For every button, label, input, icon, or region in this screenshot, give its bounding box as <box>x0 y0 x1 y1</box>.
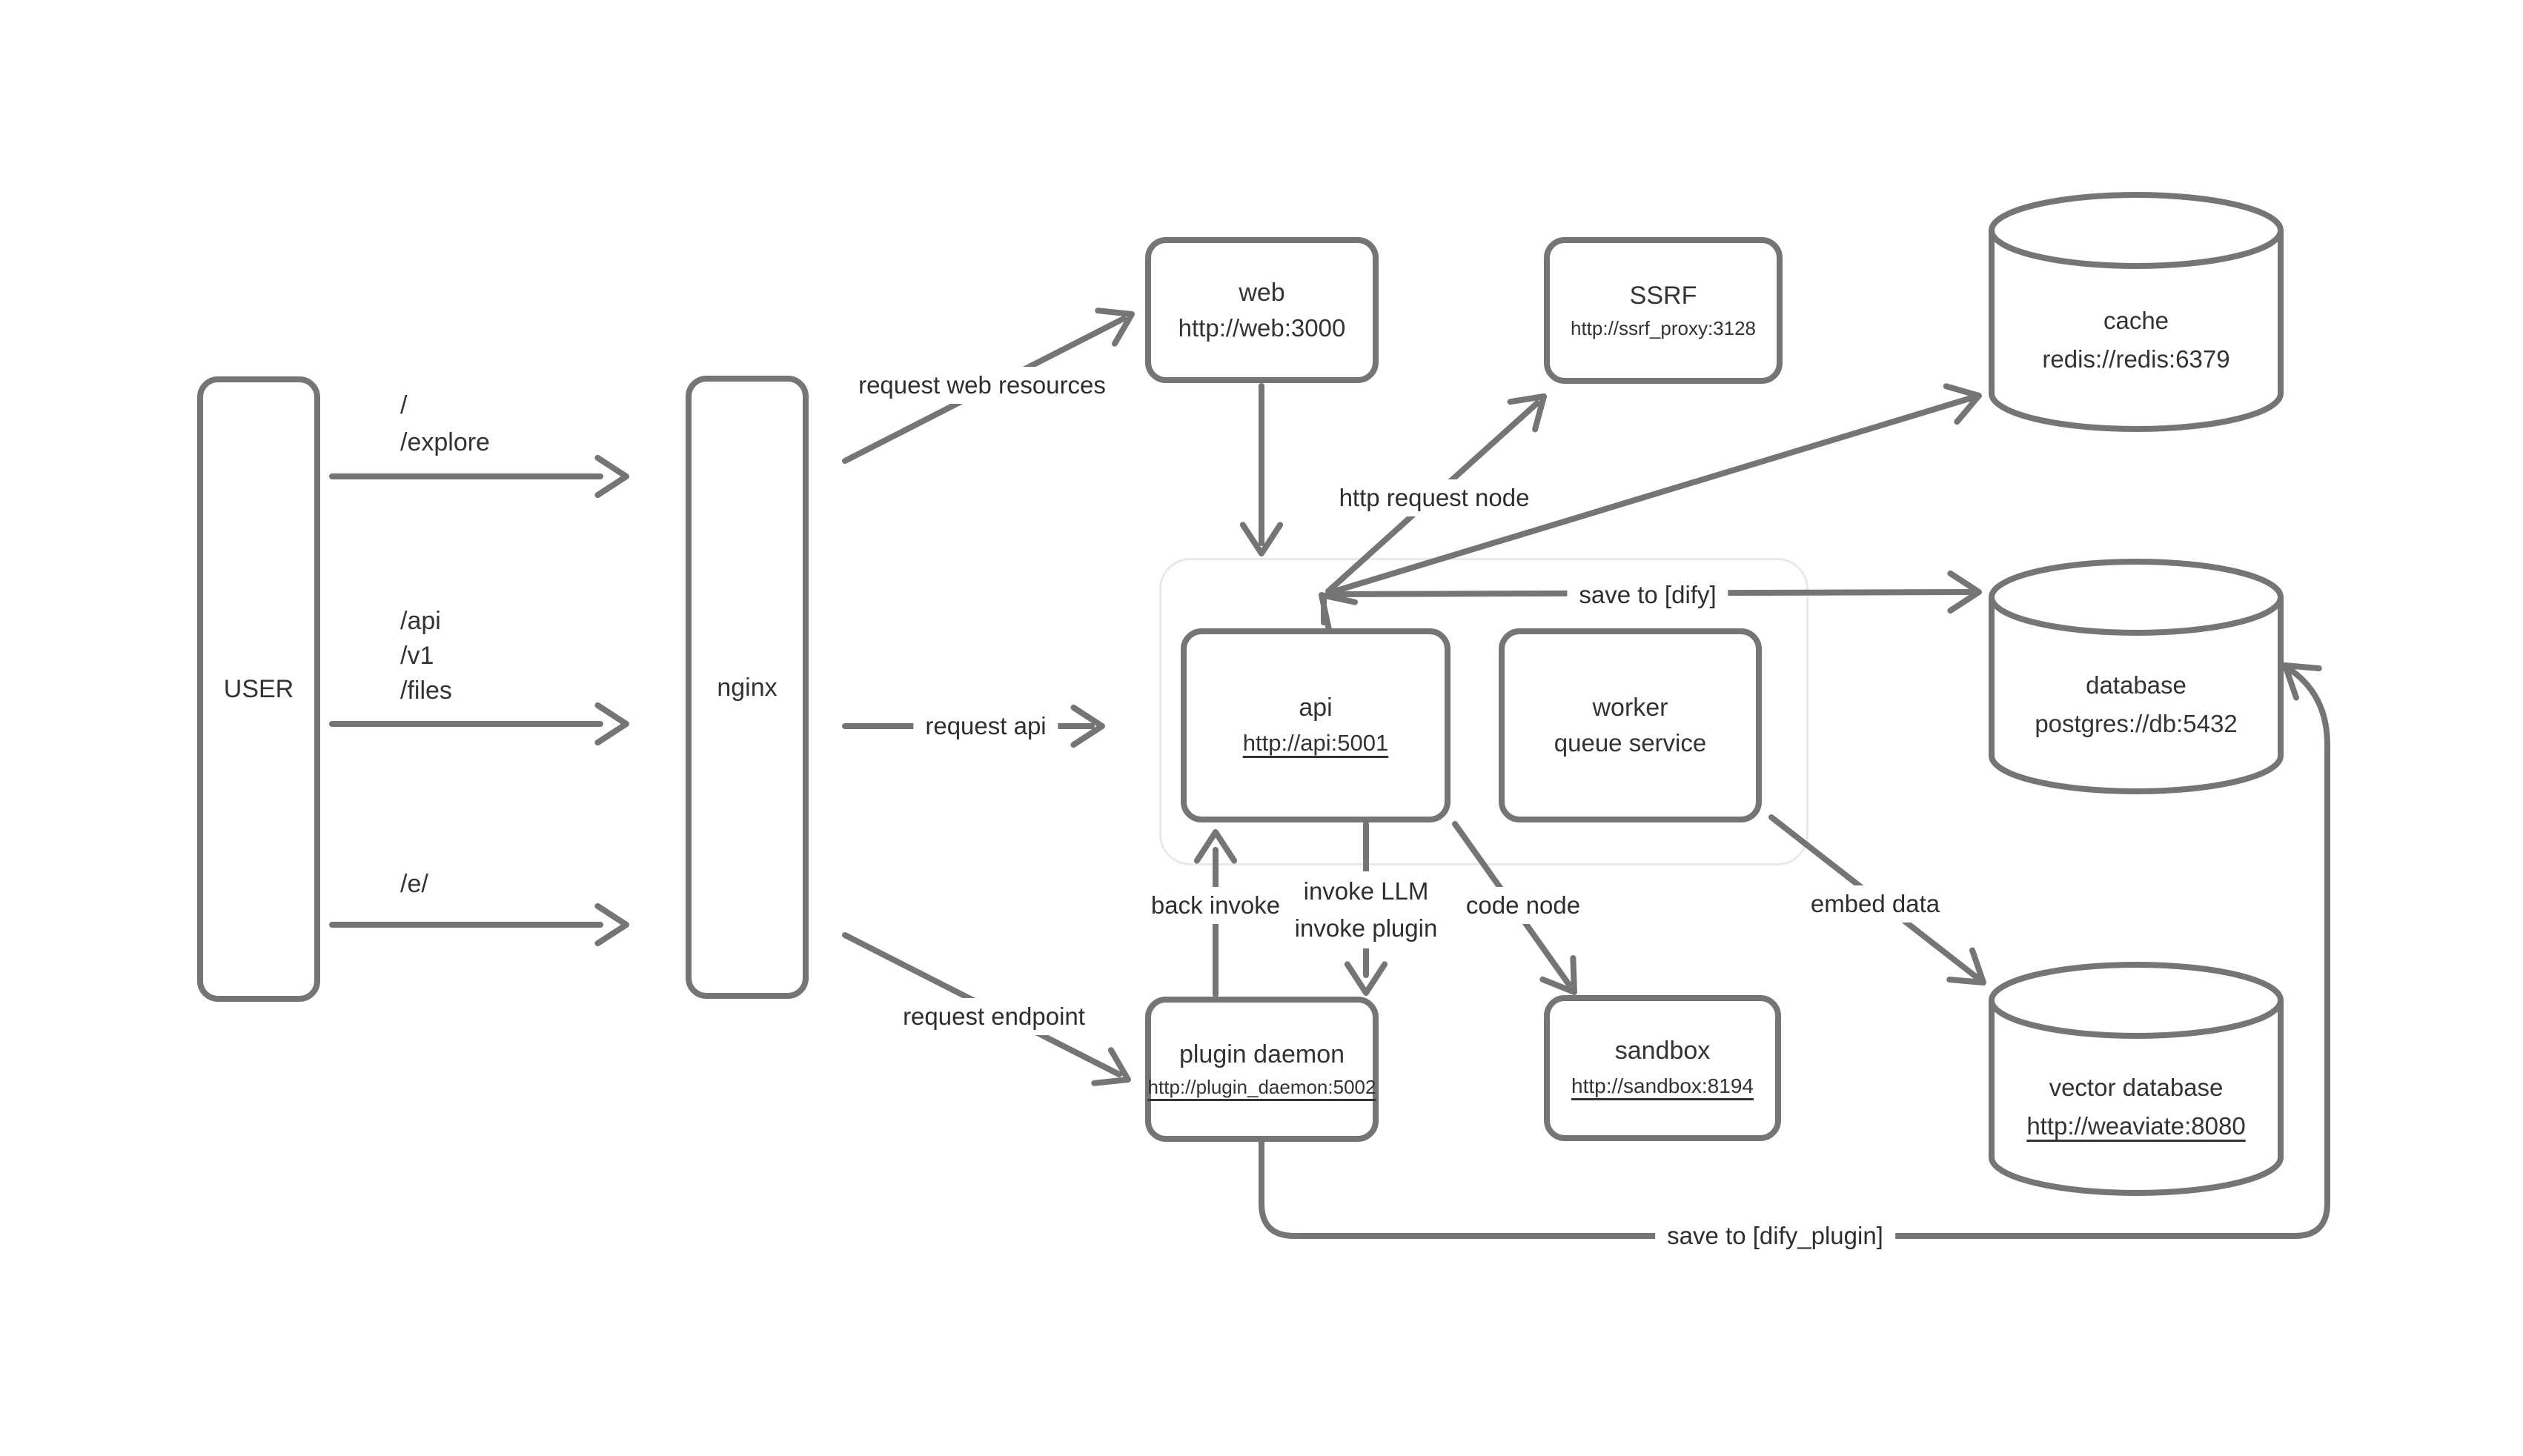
edge-label-http-request-node: http request node <box>1327 479 1542 516</box>
route-web-paths <box>400 387 490 461</box>
nginx-label: nginx <box>717 673 778 702</box>
database-label: database <box>2086 671 2187 699</box>
route-path: /e/ <box>400 870 428 898</box>
route-path: /v1 <box>400 642 434 670</box>
web-api-arrow <box>1243 386 1280 554</box>
edge-label-save-to-dify-plugin: save to [dify_plugin] <box>1655 1217 1895 1254</box>
route-plugin-paths <box>400 865 428 902</box>
database-url: postgres://db:5432 <box>2035 710 2238 737</box>
edge-label-embed-data: embed data <box>1799 885 1952 923</box>
node-user <box>197 376 320 1002</box>
vector-database-label: vector database <box>2049 1074 2224 1101</box>
web-label: web <box>1239 278 1285 307</box>
node-sandbox <box>1544 995 1781 1141</box>
edge-label-request-web-resources: request web resources <box>846 367 1118 404</box>
user-api-arrow <box>332 705 626 742</box>
plugin-daemon-label: plugin daemon <box>1178 1040 1345 1068</box>
sandbox-url: http://sandbox:8194 <box>1571 1074 1754 1097</box>
api-url: http://api:5001 <box>1242 730 1389 756</box>
edge-label-invoke <box>1283 871 1450 948</box>
edge-label-invoke-plugin: invoke plugin <box>1294 914 1438 942</box>
ssrf-url: http://ssrf_proxy:3128 <box>1570 317 1757 339</box>
edge-label-request-api: request api <box>913 708 1058 745</box>
node-worker <box>1499 628 1762 822</box>
cache-label: cache <box>2103 307 2169 334</box>
node-cache <box>1989 189 2284 432</box>
route-api-paths <box>400 604 452 708</box>
node-web <box>1145 237 1379 383</box>
ssrf-label: SSRF <box>1629 282 1697 310</box>
user-label: USER <box>223 675 294 703</box>
plugin-daemon-url: http://plugin_daemon:5002 <box>1147 1076 1376 1098</box>
vector-database-url: http://weaviate:8080 <box>2026 1112 2246 1140</box>
user-e-arrow <box>332 906 626 943</box>
route-path: /api <box>400 607 441 635</box>
worker-sub-label: queue service <box>1554 729 1707 757</box>
web-url: http://web:3000 <box>1178 313 1346 342</box>
node-plugin-daemon <box>1145 997 1379 1142</box>
edge-label-back-invoke: back invoke <box>1139 887 1292 924</box>
node-api <box>1181 628 1451 822</box>
edge-label-code-node: code node <box>1454 887 1592 924</box>
node-database <box>1989 556 2284 794</box>
node-vector-database <box>1989 959 2284 1196</box>
api-label: api <box>1299 694 1333 722</box>
cache-url: redis://redis:6379 <box>2042 345 2230 373</box>
worker-label: worker <box>1592 694 1668 722</box>
user-explore-arrow <box>332 458 626 495</box>
node-ssrf <box>1544 237 1783 384</box>
route-path: /files <box>400 677 452 705</box>
route-path: /explore <box>400 428 490 456</box>
edge-label-invoke-llm: invoke LLM <box>1303 877 1429 905</box>
edge-label-save-to-dify: save to [dify] <box>1567 576 1728 614</box>
sandbox-label: sandbox <box>1614 1036 1711 1065</box>
edge-label-request-endpoint: request endpoint <box>891 998 1097 1035</box>
node-nginx <box>686 376 809 999</box>
route-path: / <box>400 391 408 419</box>
